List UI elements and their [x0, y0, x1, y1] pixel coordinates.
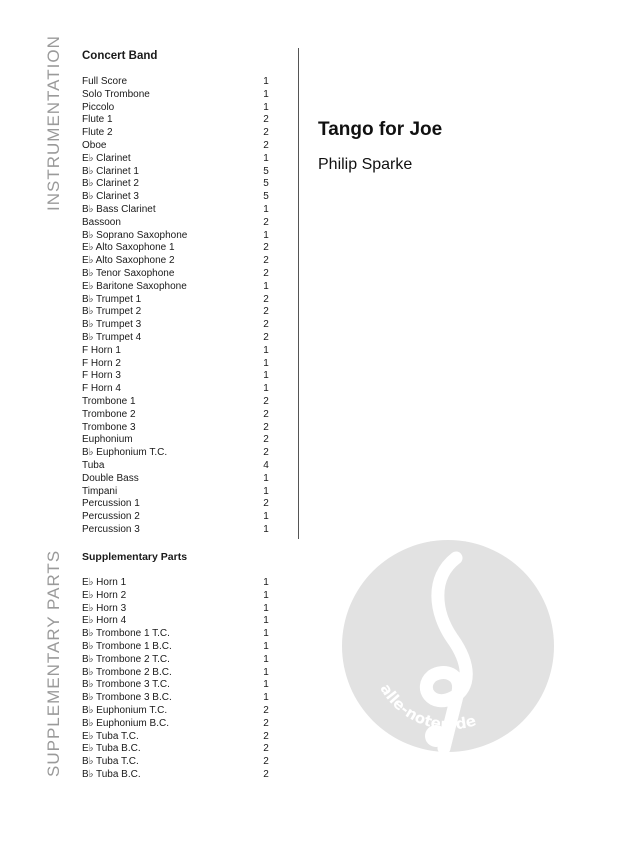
part-row	[82, 153, 272, 166]
concert-band-heading: Concert Band	[82, 50, 158, 62]
part-row	[82, 705, 272, 718]
part-name: B♭ Euphonium B.C.	[82, 717, 169, 729]
part-row	[82, 255, 272, 268]
part-quantity: 2	[263, 447, 269, 459]
part-row	[82, 140, 272, 153]
part-row	[82, 769, 272, 782]
part-name: E♭ Horn 1	[82, 577, 127, 588]
part-row	[82, 679, 272, 692]
part-quantity: 1	[263, 370, 269, 382]
part-quantity: 2	[263, 704, 269, 716]
instrumentation-side-label: INSTRUMENTATION	[44, 35, 63, 211]
part-name: Oboe	[82, 139, 107, 151]
part-quantity: 2	[263, 127, 269, 139]
part-quantity: 1	[263, 280, 269, 292]
part-quantity: 2	[263, 768, 269, 780]
part-name: B♭ Trombone 2 T.C.	[82, 653, 170, 665]
supplementary-heading: Supplementary Parts	[82, 551, 188, 563]
part-name: Percussion 1	[82, 498, 140, 510]
part-row	[82, 422, 272, 435]
part-row	[82, 230, 272, 243]
part-row	[82, 731, 272, 744]
supplementary-list	[82, 577, 272, 782]
part-row	[82, 524, 272, 537]
part-quantity: 1	[263, 653, 269, 665]
part-name: Solo Trombone	[82, 88, 150, 100]
part-name: Percussion 2	[82, 511, 140, 523]
part-row	[82, 447, 272, 460]
composer-name: Philip Sparke	[318, 156, 413, 173]
part-name: E♭ Horn 2	[82, 589, 127, 601]
part-quantity: 5	[263, 191, 269, 203]
part-name: B♭ Euphonium T.C.	[82, 704, 168, 716]
part-quantity: 2	[263, 395, 269, 407]
part-name: Flute 1	[82, 114, 113, 126]
part-quantity: 2	[263, 730, 269, 742]
part-row	[82, 603, 272, 616]
part-quantity: 2	[263, 319, 269, 331]
part-name: B♭ Trombone 3 T.C.	[82, 679, 170, 691]
part-quantity: 1	[263, 152, 269, 164]
treble-clef-icon	[340, 538, 556, 754]
part-quantity: 2	[263, 408, 269, 420]
part-name: Trombone 1	[82, 395, 136, 407]
part-row	[82, 460, 272, 473]
part-row	[82, 718, 272, 731]
part-name: E♭ Alto Saxophone 1	[82, 242, 175, 254]
part-quantity: 1	[263, 229, 269, 241]
part-row	[82, 370, 272, 383]
part-name: E♭ Tuba B.C.	[82, 743, 141, 755]
part-row	[82, 242, 272, 255]
part-quantity: 2	[263, 306, 269, 318]
part-quantity: 5	[263, 165, 269, 177]
part-quantity: 2	[263, 331, 269, 343]
part-row	[82, 615, 272, 628]
part-row	[82, 473, 272, 486]
part-row	[82, 358, 272, 371]
part-name: Tuba	[82, 459, 105, 471]
part-row	[82, 281, 272, 294]
part-quantity: 2	[263, 114, 269, 126]
part-quantity: 1	[263, 101, 269, 113]
part-quantity: 1	[263, 511, 269, 523]
part-quantity: 1	[263, 357, 269, 369]
part-row	[82, 268, 272, 281]
part-row	[82, 743, 272, 756]
part-quantity: 2	[263, 498, 269, 510]
part-row	[82, 692, 272, 705]
part-row	[82, 756, 272, 769]
part-row	[82, 667, 272, 680]
part-name: Piccolo	[82, 101, 115, 113]
part-row	[82, 590, 272, 603]
part-row	[82, 641, 272, 654]
part-quantity: 1	[263, 523, 269, 535]
part-row	[82, 654, 272, 667]
part-row	[82, 511, 272, 524]
part-quantity: 1	[263, 589, 269, 601]
part-name: F Horn 3	[82, 370, 121, 382]
part-quantity: 2	[263, 139, 269, 151]
part-quantity: 1	[263, 679, 269, 691]
part-quantity: 2	[263, 434, 269, 446]
part-quantity: 1	[263, 383, 269, 395]
part-name: B♭ Clarinet 2	[82, 178, 139, 190]
part-quantity: 1	[263, 615, 269, 627]
part-row	[82, 434, 272, 447]
part-name: E♭ Baritone Saxophone	[82, 280, 187, 292]
part-row	[82, 306, 272, 319]
part-quantity: 1	[263, 344, 269, 356]
part-name: E♭ Horn 4	[82, 615, 127, 627]
part-row	[82, 628, 272, 641]
part-name: B♭ Trombone 3 B.C.	[82, 692, 172, 704]
part-row	[82, 127, 272, 140]
part-quantity: 2	[263, 421, 269, 433]
part-name: B♭ Euphonium T.C.	[82, 447, 168, 459]
part-quantity: 1	[263, 640, 269, 652]
part-name: Percussion 3	[82, 523, 140, 535]
part-quantity: 1	[263, 76, 269, 87]
part-quantity: 1	[263, 577, 269, 588]
part-name: Bassoon	[82, 216, 121, 228]
part-quantity: 2	[263, 242, 269, 254]
part-name: B♭ Trombone 1 T.C.	[82, 628, 170, 640]
part-row	[82, 102, 272, 115]
part-name: B♭ Clarinet 3	[82, 191, 139, 203]
part-name: Timpani	[82, 485, 118, 497]
part-row	[82, 178, 272, 191]
part-name: Trombone 3	[82, 421, 136, 433]
part-quantity: 2	[263, 717, 269, 729]
part-name: Full Score	[82, 76, 128, 87]
part-name: B♭ Tuba B.C.	[82, 768, 141, 780]
part-row	[82, 319, 272, 332]
vertical-divider	[298, 48, 299, 539]
part-name: B♭ Trombone 2 B.C.	[82, 666, 172, 678]
part-quantity: 1	[263, 472, 269, 484]
part-name: Euphonium	[82, 434, 133, 446]
part-name: B♭ Trumpet 3	[82, 319, 142, 331]
part-quantity: 1	[263, 203, 269, 215]
part-row	[82, 294, 272, 307]
part-quantity: 4	[263, 459, 269, 471]
part-row	[82, 204, 272, 217]
part-name: E♭ Tuba T.C.	[82, 730, 139, 742]
part-name: Flute 2	[82, 127, 113, 139]
part-quantity: 1	[263, 666, 269, 678]
part-name: B♭ Soprano Saxophone	[82, 229, 188, 241]
part-quantity: 1	[263, 88, 269, 100]
part-name: B♭ Clarinet 1	[82, 165, 139, 177]
part-name: B♭ Trumpet 2	[82, 306, 142, 318]
part-quantity: 2	[263, 216, 269, 228]
part-quantity: 1	[263, 692, 269, 704]
part-row	[82, 577, 272, 590]
part-row	[82, 383, 272, 396]
part-row	[82, 332, 272, 345]
part-row	[82, 217, 272, 230]
part-quantity: 5	[263, 178, 269, 190]
part-row	[82, 345, 272, 358]
part-name: B♭ Bass Clarinet	[82, 203, 156, 215]
part-row	[82, 409, 272, 422]
part-quantity: 2	[263, 267, 269, 279]
part-quantity: 1	[263, 628, 269, 640]
part-name: E♭ Clarinet	[82, 152, 131, 164]
part-quantity: 2	[263, 756, 269, 768]
part-name: B♭ Trumpet 1	[82, 293, 142, 305]
part-name: B♭ Tuba T.C.	[82, 756, 139, 768]
part-name: B♭ Tenor Saxophone	[82, 267, 175, 279]
part-name: Double Bass	[82, 472, 139, 484]
part-row	[82, 486, 272, 499]
part-name: F Horn 1	[82, 344, 121, 356]
instrumentation-list	[82, 76, 272, 537]
part-row	[82, 166, 272, 179]
part-row	[82, 498, 272, 511]
supplementary-side-label: SUPPLEMENTARY PARTS	[44, 549, 63, 777]
part-quantity: 2	[263, 293, 269, 305]
part-row	[82, 76, 272, 89]
part-name: E♭ Horn 3	[82, 602, 127, 614]
part-name: E♭ Alto Saxophone 2	[82, 255, 175, 267]
part-quantity: 2	[263, 255, 269, 267]
piece-title: Tango for Joe	[318, 119, 443, 140]
part-row	[82, 191, 272, 204]
part-name: F Horn 4	[82, 383, 121, 395]
part-name: B♭ Trombone 1 B.C.	[82, 640, 172, 652]
part-quantity: 2	[263, 743, 269, 755]
part-name: B♭ Trumpet 4	[82, 331, 142, 343]
part-quantity: 1	[263, 602, 269, 614]
part-row	[82, 114, 272, 127]
part-name: Trombone 2	[82, 408, 136, 420]
part-row	[82, 89, 272, 102]
part-quantity: 1	[263, 485, 269, 497]
part-name: F Horn 2	[82, 357, 121, 369]
watermark-text: alle-noten.de	[376, 680, 479, 734]
part-row	[82, 396, 272, 409]
